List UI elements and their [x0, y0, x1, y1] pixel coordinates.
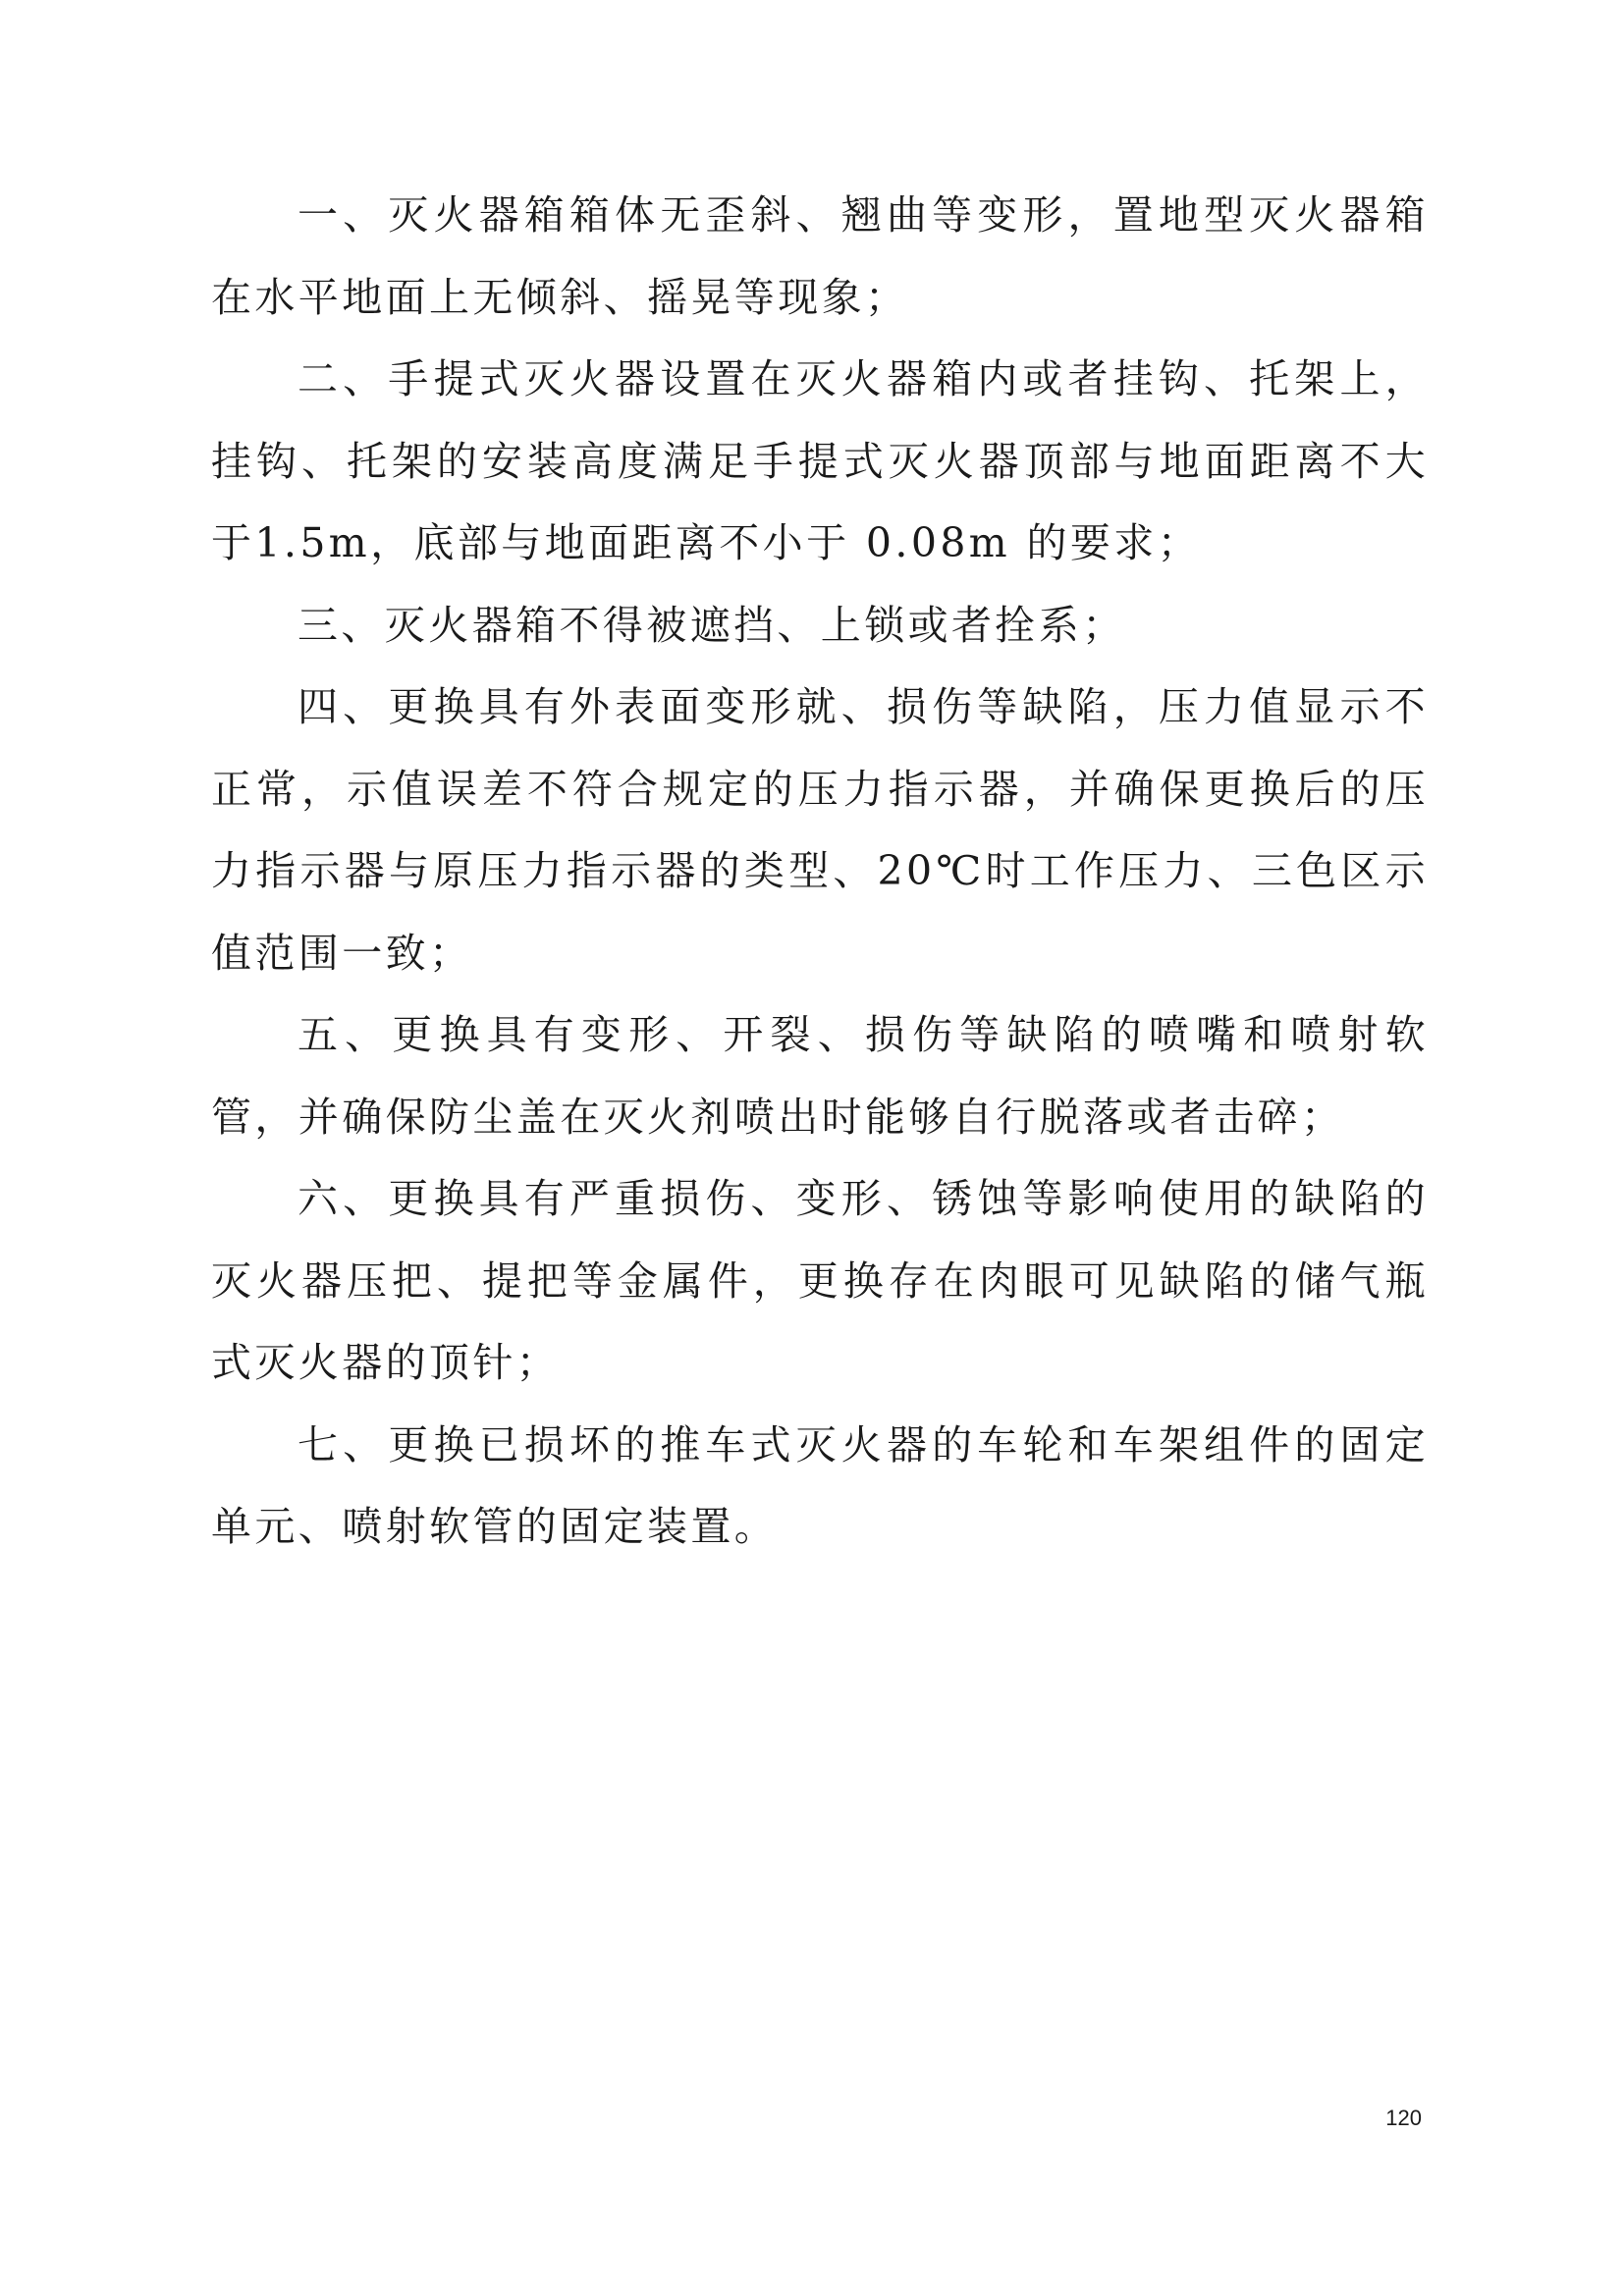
paragraph-3: 三、灭火器箱不得被遮挡、上锁或者拴系； — [298, 601, 1126, 649]
page-number: 120 — [1385, 2106, 1422, 2130]
document-body — [211, 175, 1429, 1569]
paragraph-7: 七、更换已损坏的推车式灭火器的车轮和车架组件的固定单元、喷射软管的固定装置。 — [211, 1420, 1429, 1550]
paragraph-1: 一、灭火器箱箱体无歪斜、翘曲等变形，置地型灭火器箱在水平地面上无倾斜、摇晃等现象； — [211, 191, 1429, 321]
paragraph-2: 二、手提式灭火器设置在灭火器箱内或者挂钩、托架上，挂钩、托架的安装高度满足手提式灭火器顶部与地面距离不大于1.5m，底部与地面距离不小于 0.08m 的要求； — [211, 355, 1429, 566]
paragraph-4: 四、更换具有外表面变形就、损伤等缺陷，压力值显示不正常，示值误差不符合规定的压力指示器，并确保更换后的压力指示器与原压力指示器的类型、20℃时工作压力、三色区示值范围一致； — [211, 683, 1429, 977]
paragraph-6: 六、更换具有严重损伤、变形、锈蚀等影响使用的缺陷的灭火器压把、提把等金属件，更换存在肉眼可见缺陷的储气瓶式灭火器的顶针； — [211, 1175, 1429, 1386]
paragraph-5: 五、更换具有变形、开裂、损伤等缺陷的喷嘴和喷射软管，并确保防尘盖在灭火剂喷出时能够自行脱落或者击碎； — [211, 1011, 1429, 1141]
